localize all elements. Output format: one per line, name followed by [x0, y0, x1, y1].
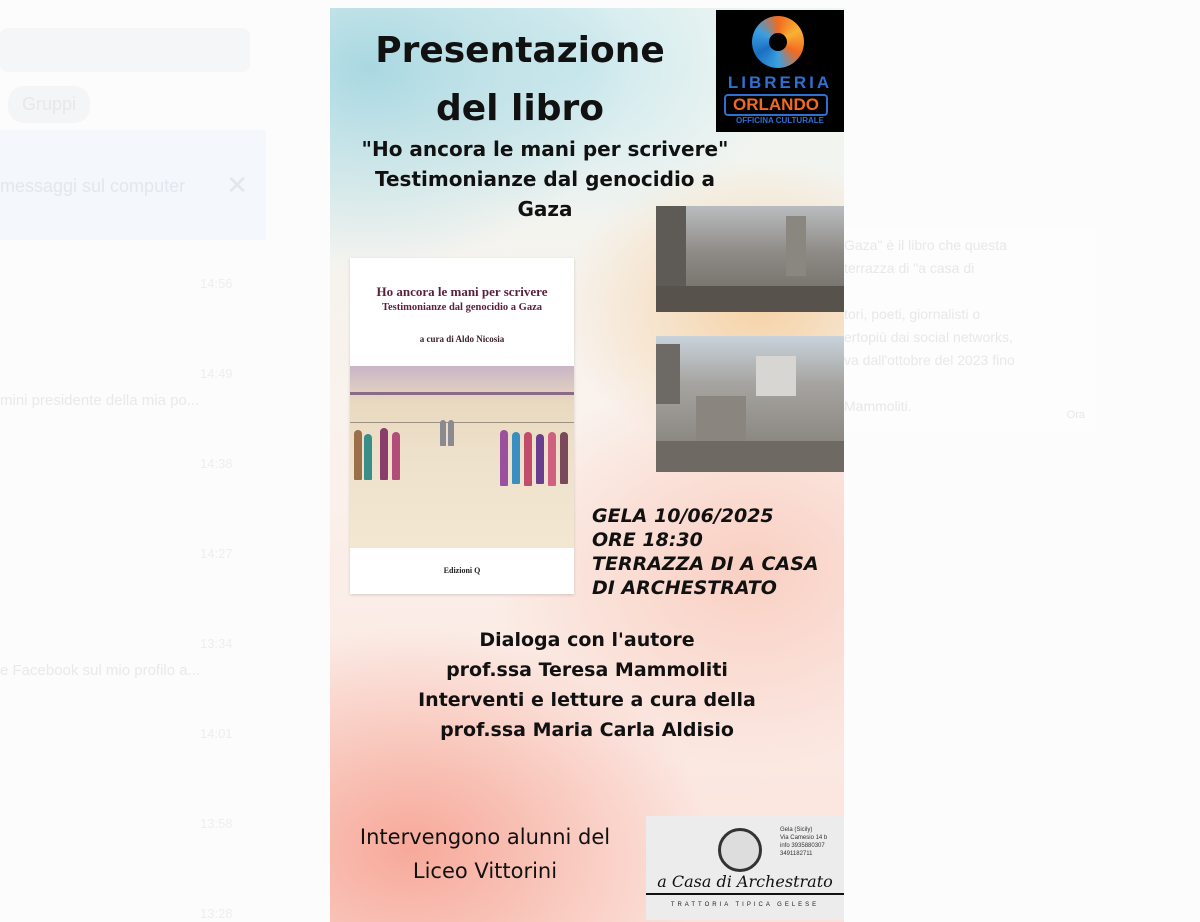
event-details	[592, 504, 832, 600]
message-line: tori, poeti, giornalisti o	[844, 306, 981, 322]
chat-time: 13:28	[200, 906, 233, 921]
chat-time: 14:49	[200, 366, 233, 381]
subtitle-line: Testimonianze dal genocidio a	[374, 167, 716, 191]
book-title: Ho ancora le mani per scrivere	[376, 284, 548, 299]
desktop-banner[interactable]	[0, 130, 266, 240]
dialogue-credits	[330, 625, 844, 745]
chat-time: 14:01	[200, 726, 233, 741]
poster-title: Presentazione	[375, 30, 665, 71]
chat-snippet[interactable]: mini presidente della mia po...	[0, 392, 200, 409]
event-poster-image	[330, 8, 844, 922]
credit-line: prof.ssa Teresa Mammoliti	[446, 659, 728, 681]
message-line: Mammoliti.	[844, 398, 912, 414]
chat-snippet[interactable]: e Facebook sul mio profilo a...	[0, 662, 201, 679]
address-line: 3491182711	[780, 851, 813, 857]
libreria-orlando-logo	[716, 10, 844, 132]
message-bubble	[840, 228, 1095, 433]
sponsor-name: a Casa di Archestrato	[646, 872, 844, 895]
address-line: info 3935880307	[780, 843, 825, 849]
search-bar[interactable]	[0, 28, 250, 72]
book-editor: a cura di Aldo Nicosia	[419, 334, 505, 344]
sponsor-address	[780, 826, 827, 858]
swirl-logo-icon	[752, 16, 804, 68]
students-note	[330, 820, 640, 888]
close-icon[interactable]: ✕	[226, 170, 248, 200]
students-line: Intervengono alunni del	[359, 825, 611, 849]
event-venue: DI ARCHESTRATO	[592, 577, 777, 599]
students-line: Liceo Vittorini	[412, 859, 558, 883]
message-line: Gaza" è il libro che questa	[844, 237, 1007, 253]
destroyed-buildings-photo	[656, 336, 844, 472]
chat-time: 13:34	[200, 636, 233, 651]
credit-line: prof.ssa Maria Carla Aldisio	[440, 719, 734, 741]
event-date: GELA 10/06/2025	[592, 505, 774, 527]
message-line: terrazza di "a casa di	[844, 260, 975, 276]
address-line: Via Camesio 14 b	[780, 835, 828, 841]
chat-time: 14:56	[200, 276, 233, 291]
subtitle-line: Gaza	[517, 197, 573, 221]
chat-time: 13:58	[200, 816, 233, 831]
event-venue: TERRAZZA DI A CASA	[592, 553, 819, 575]
logo-text: LIBRERIA	[727, 73, 833, 92]
coin-portrait-icon	[718, 828, 762, 872]
book-publisher: Edizioni Q	[443, 566, 481, 575]
subtitle-line: "Ho ancora le mani per scrivere"	[361, 137, 729, 161]
credit-line: Interventi e letture a cura della	[418, 689, 756, 711]
a-casa-di-archestrato-logo	[646, 816, 844, 920]
chat-time: 14:27	[200, 546, 233, 561]
poster-title: del libro	[436, 88, 604, 129]
banner-text: messaggi sul computer	[0, 176, 186, 196]
message-line: va dall'ottobre del 2023 fino	[844, 352, 1015, 368]
book-cover	[350, 258, 574, 594]
gaza-ruins-photo	[656, 206, 844, 312]
credit-line: Dialoga con l'autore	[479, 629, 695, 651]
chat-time: 14:38	[200, 456, 233, 471]
sponsor-tagline: TRATTORIA TIPICA GELESE	[670, 902, 820, 908]
event-time: ORE 18:30	[592, 529, 703, 551]
book-illustration	[350, 366, 574, 548]
message-line: ertopiù dai social networks,	[844, 329, 1013, 345]
book-subtitle: Testimonianze dal genocidio a Gaza	[381, 302, 543, 313]
filter-chip-groups[interactable]: Gruppi	[8, 86, 90, 123]
logo-text: OFFICINA CULTURALE	[736, 116, 824, 125]
address-line: Gela (Sicily)	[780, 827, 813, 833]
logo-text: ORLANDO	[724, 94, 828, 116]
message-time: Ora	[1066, 409, 1085, 421]
